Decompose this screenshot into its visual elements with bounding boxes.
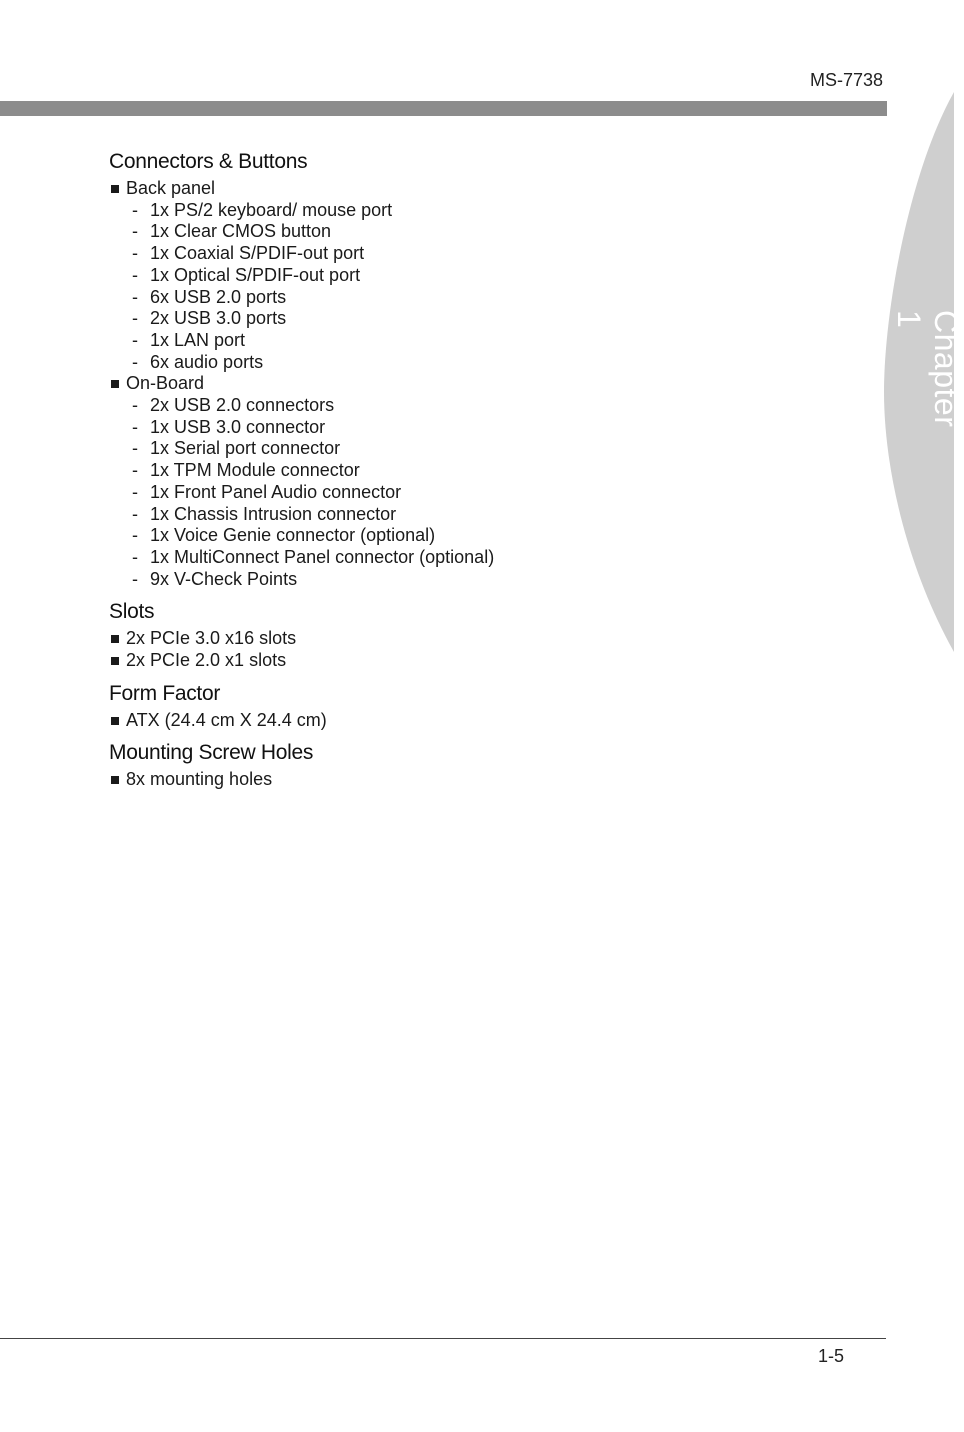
list-item: - 2x USB 2.0 connectors [109, 395, 809, 417]
list-item: - 1x Chassis Intrusion connector [109, 504, 809, 526]
list-item: 8x mounting holes [109, 769, 809, 791]
list-item: - 1x Coaxial S/PDIF-out port [109, 243, 809, 265]
group-on-board: On-Board [109, 373, 809, 395]
section-title: Slots [109, 600, 155, 624]
list-item: - 1x Front Panel Audio connector [109, 482, 809, 504]
list-item: - 2x USB 3.0 ports [109, 308, 809, 330]
section-connectors [109, 150, 809, 590]
page-number: 1-5 [818, 1346, 845, 1366]
list-item: - 6x USB 2.0 ports [109, 287, 809, 309]
group-back-panel: Back panel [109, 178, 809, 200]
section-slots [109, 600, 809, 671]
header-bar [0, 101, 887, 116]
list-item: - 1x Optical S/PDIF-out port [109, 265, 809, 287]
section-title: Form Factor [109, 681, 221, 705]
list-item: - 1x LAN port [109, 330, 809, 352]
list-item: - 1x MultiConnect Panel connector (optional) [109, 547, 809, 569]
section-title: Mounting Screw Holes [109, 741, 314, 765]
section-form-factor [109, 682, 809, 732]
list-item: - 1x Serial port connector [109, 438, 809, 460]
list-item: 2x PCIe 2.0 x1 slots [109, 650, 809, 672]
chapter-label: Chapter 1 [891, 310, 964, 428]
back-panel-list [109, 200, 809, 374]
footer-rule [0, 1338, 886, 1339]
list-item: - 1x PS/2 keyboard/ mouse port [109, 200, 809, 222]
section-title: Connectors & Buttons [109, 150, 308, 173]
list-item: - 1x TPM Module connector [109, 460, 809, 482]
spec-content [109, 150, 809, 801]
list-item: - 1x Voice Genie connector (optional) [109, 525, 809, 547]
list-item: 2x PCIe 3.0 x16 slots [109, 628, 809, 650]
list-item: - 1x USB 3.0 connector [109, 417, 809, 439]
list-item: ATX (24.4 cm X 24.4 cm) [109, 710, 809, 732]
list-item: - 9x V-Check Points [109, 569, 809, 591]
model-number: MS-7738 [809, 70, 883, 90]
on-board-list [109, 395, 809, 590]
list-item: - 6x audio ports [109, 352, 809, 374]
list-item: - 1x Clear CMOS button [109, 221, 809, 243]
section-mounting-holes [109, 741, 809, 791]
